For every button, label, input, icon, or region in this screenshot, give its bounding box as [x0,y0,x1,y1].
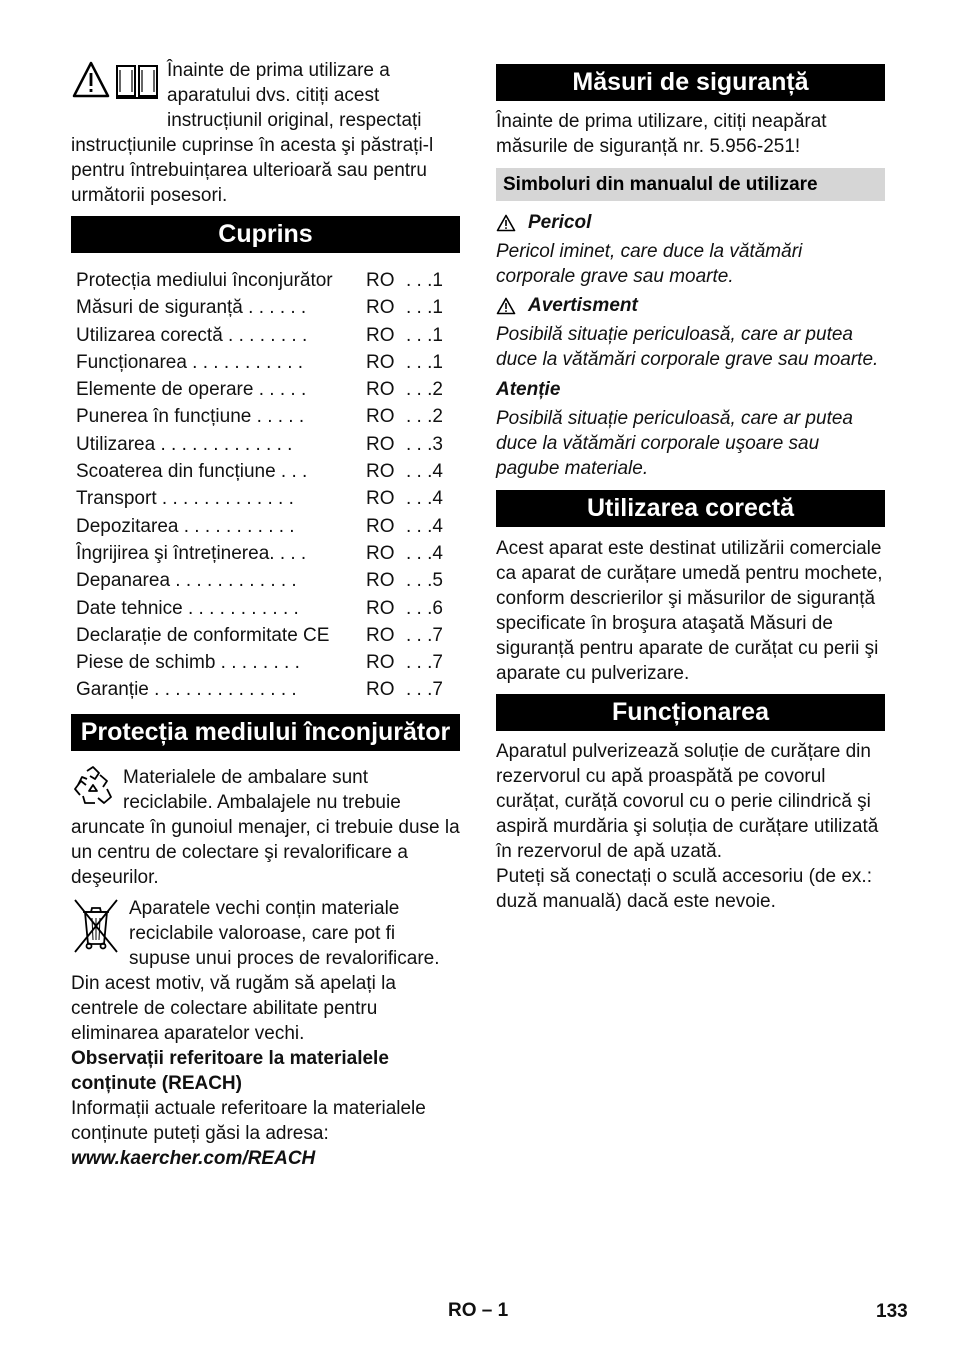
recycle-block [71,765,460,890]
toc-lang: RO [366,624,395,646]
crossed-out-bin-icon [71,896,121,956]
toc-lang: RO [366,351,395,373]
function-text-2: Puteți să conectați o sculă accesoriu (de ex.: duză manuală) dacă este nevoie. [496,866,872,912]
toc-row[interactable] [71,431,460,458]
toc-page: . . .3 [406,433,443,455]
toc-row[interactable] [71,567,460,594]
toc-row[interactable] [71,485,460,512]
toc-lang: RO [366,379,395,401]
toc-title: Date tehnice . . . . . . . . . . . [76,597,299,619]
toc-title: Piese de schimb . . . . . . . . [76,652,300,674]
warning-text: Posibilă situație periculoasă, care ar putea duce la vătămări corporale grave sau moarte. [496,324,879,370]
right-column [496,58,885,914]
recycle-text: Materialele de ambalare sunt reciclabile. Ambalajele nu trebuie aruncate în gunoiul menajer, ci trebuie duse la un centru de colectare şi revalorificare a deşeurilor. [71,766,460,888]
warning-triangle-icon [496,297,516,315]
toc-page: . . .4 [406,488,443,510]
toc-lang: RO [366,542,395,564]
toc-page: . . .4 [406,515,443,537]
weee-block [71,896,460,1046]
toc-heading: Cuprins [71,216,460,253]
toc-row[interactable] [71,267,460,294]
danger-label: Pericol [528,212,592,233]
toc-page: . . .2 [406,406,443,428]
toc-title: Transport . . . . . . . . . . . . . [76,488,294,510]
table-of-contents [71,267,460,704]
manual-book-icon [116,66,158,98]
toc-row[interactable] [71,513,460,540]
recycling-symbol-icon [71,765,115,809]
toc-title: Îngrijirea şi întreținerea. . . . [76,542,307,564]
toc-page: . . .4 [406,542,443,564]
toc-row[interactable] [71,540,460,567]
toc-page: . . .4 [406,461,443,483]
toc-title: Declarație de conformitate CE [76,624,330,646]
toc-page: . . .5 [406,570,443,592]
toc-title: Utilizarea corectă . . . . . . . . [76,324,308,346]
toc-title: Utilizarea . . . . . . . . . . . . . [76,433,293,455]
usage-text: Acest aparat este destinat utilizării comerciale ca aparat de curățare umedă pentru mochete, conform descrierilor şi măsurilor de siguranță specificate în broşura ataşată Măsuri de siguranță pentru aparate de curățat cu perii şi aparate cu pulverizare. [496,538,883,684]
toc-row[interactable] [71,458,460,485]
toc-page: . . .6 [406,597,443,619]
footer-page-number: 133 [876,1301,908,1322]
toc-lang: RO [366,679,395,701]
warning-triangle-icon [496,214,516,232]
toc-title: Garanție . . . . . . . . . . . . . . [76,679,297,701]
toc-row[interactable] [71,294,460,321]
toc-page: . . .2 [406,379,443,401]
toc-page: . . .1 [406,270,443,291]
toc-lang: RO [366,652,395,674]
toc-lang: RO [366,270,395,291]
reach-link[interactable]: www.kaercher.com/REACH [71,1147,316,1169]
symbols-heading: Simboluri din manualul de utilizare [496,168,885,201]
toc-row[interactable] [71,595,460,622]
reach-text: Informații actuale referitoare la materialele conținute puteți găsi la adresa: [71,1097,426,1144]
weee-text: Aparatele vechi conțin materiale reciclabile valoroase, care pot fi supuse unui proces de revalorificare. Din acest motiv, vă rugăm să apelați la centrele de colectare abilitate pentru eliminarea aparatelor vechi. [71,897,440,1044]
warning-label-row [496,293,885,318]
caution-label: Atenție [496,379,561,400]
toc-page: . . .1 [406,297,443,319]
toc-lang: RO [366,324,395,346]
usage-heading: Utilizarea corectă [496,490,885,527]
toc-row[interactable] [71,376,460,403]
toc-page: . . .7 [406,624,443,646]
toc-title: Protecția mediului înconjurător [76,270,333,291]
toc-row[interactable] [71,403,460,430]
toc-page: . . .7 [406,652,443,674]
toc-lang: RO [366,433,395,455]
safety-heading: Măsuri de siguranță [496,64,885,101]
footer-section-page: RO – 1 [448,1300,509,1321]
toc-title: Scoaterea din funcțiune . . . [76,461,308,483]
toc-row[interactable] [71,349,460,376]
toc-title: Punerea în funcțiune . . . . . [76,406,305,428]
toc-title: Măsuri de siguranță . . . . . . [76,297,307,319]
warning-triangle-icon [74,63,108,96]
environment-heading: Protecția mediului înconjurător [71,714,460,751]
intro-text: Înainte de prima utilizare a aparatului dvs. citiți acest instrucțiunil original, respectați instrucțiunile cuprinse în acesta şi păstrați-l pentru întrebuințarea ulterioară sau pentru următorii posesori. [71,60,434,206]
safety-text: Înainte de prima utilizare, citiți neapărat măsurile de siguranță nr. 5.956-251! [496,111,827,157]
toc-lang: RO [366,297,395,319]
toc-title: Funcționarea . . . . . . . . . . . [76,351,304,373]
intro-icons [71,60,161,110]
toc-title: Depozitarea . . . . . . . . . . . [76,515,295,537]
toc-page: . . .1 [406,324,443,346]
reach-heading: Observații referitoare la materialele conținute (REACH) [71,1047,389,1094]
toc-lang: RO [366,406,395,428]
toc-lang: RO [366,597,395,619]
toc-row[interactable] [71,322,460,349]
function-text-1: Aparatul pulverizează soluție de curățare din rezervorul cu apă proaspătă pe covorul curățat, curăță covorul cu o perie cilindrică şi aspiră murdăria şi soluția de curățare utilizată în rezervorul de apă uzată. [496,741,879,862]
toc-row[interactable] [71,622,460,649]
toc-lang: RO [366,461,395,483]
danger-label-row [496,210,885,235]
toc-lang: RO [366,570,395,592]
left-column [71,58,460,1171]
warning-label: Avertisment [528,295,638,316]
toc-lang: RO [366,515,395,537]
toc-page: . . .7 [406,679,443,701]
toc-row[interactable] [71,649,460,676]
toc-title: Depanarea . . . . . . . . . . . . [76,570,297,592]
danger-text: Pericol iminet, care duce la vătămări corporale grave sau moarte. [496,241,803,287]
toc-page: . . .1 [406,351,443,373]
intro-block [71,58,460,208]
toc-lang: RO [366,488,395,510]
toc-title: Elemente de operare . . . . . [76,379,307,401]
caution-text: Posibilă situație periculoasă, care ar putea duce la vătămări corporale uşoare sau pagube materiale. [496,408,853,479]
toc-row[interactable] [71,676,460,703]
function-heading: Funcționarea [496,694,885,731]
intro-warning-manual-icons [71,60,161,100]
